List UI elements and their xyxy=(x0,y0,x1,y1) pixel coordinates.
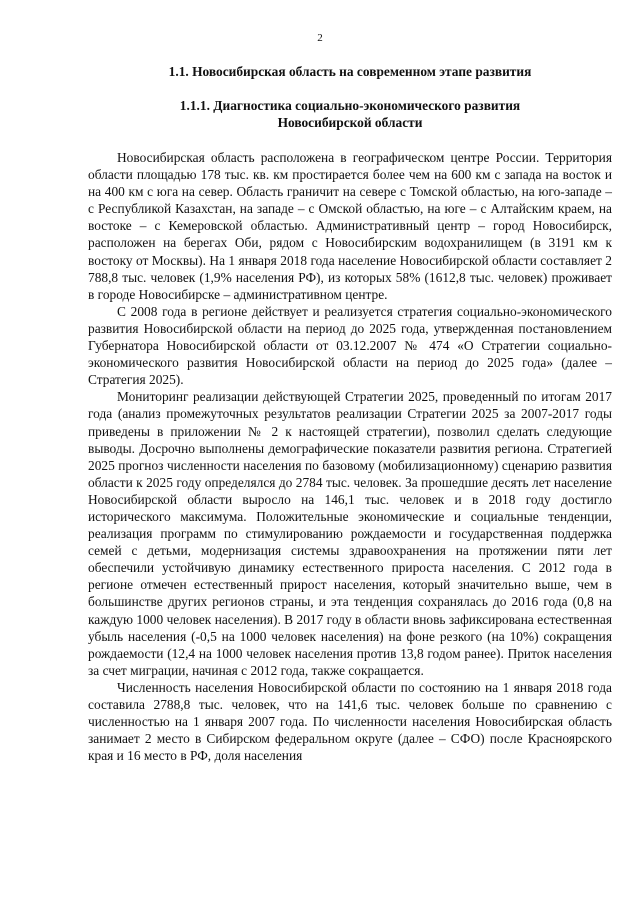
subsection-title-line-2: Новосибирской области xyxy=(277,115,423,130)
paragraph-geography: Новосибирская область расположена в географическом центре России. Территория области площадью 178 тыс. кв. км простирается более чем на 600 км с запада на восток и на 400 км с юга на север. Область граничит на севере с Томской областью, на юго-западе – с Республикой Казахстан, на западе – с Омской областью, на юге – с Алтайским краем, на востоке – с Кемеровской областью. Административный центр – город Новосибирск, расположен на берегах Оби, рядом с Новосибирским водохранилищем (в 3191 км к востоку от Москвы). На 1 января 2018 года население Новосибирской области составляет 2 788,8 тыс. человек (1,9% населения РФ), из которых 58% (1612,8 тыс. человек) проживает в городе Новосибирске – административном центре. xyxy=(88,150,612,302)
body-text xyxy=(88,149,612,764)
subsection-title-line-1: 1.1.1. Диагностика социально-экономического развития xyxy=(179,98,521,113)
subsection-title xyxy=(88,97,612,131)
paragraph-monitoring: Мониторинг реализации действующей Стратегии 2025, проведенный по итогам 2017 года (анализ промежуточных результатов реализации Стратегии 2025 за 2007-2017 годы приведены в приложении № 2 к настоящей стратегии), позволил сделать следующие выводы. Досрочно выполнены демографические показатели развития региона. Стратегией 2025 прогноз численности населения по базовому (мобилизационному) сценарию развития области к 2025 году определялся до 2784 тыс. человек. За прошедшие десять лет население Новосибирской области выросло на 146,1 тыс. человек и в 2018 году достигло исторического максимума. Положительные экономические и социальные тенденции, реализация программ по стимулированию рождаемости и государственная поддержка семей с детьми, модернизация системы здравоохранения на протяжении пяти лет обеспечили устойчивую динамику естественного прироста населения. С 2012 года в регионе отмечен естественный прирост населения, который значительно выше, чем в большинстве других регионов страны, и эта тенденция сохранялась до 2016 года (0,8 на каждую 1000 человек населения). В 2017 году в области вновь зафиксирована естественная убыль населения (-0,5 на 1000 человек населения) на фоне резкого (на 10%) сокращения рождаемости (12,4 на 1000 человек населения против 13,8 годом ранее). Приток населения за счет миграции, начиная с 2012 года, также сокращается. xyxy=(88,389,612,678)
page-number: 2 xyxy=(317,32,323,44)
paragraph-population: Численность населения Новосибирской области по состоянию на 1 января 2018 года составила 2788,8 тыс. человек, что на 141,6 тыс. человек больше по сравнению с численностью на 1 января 2007 года. По численности населения Новосибирская область занимает 2 место в Сибирском федеральном округе (далее – СФО) после Красноярского края и 16 место в РФ, доля населения xyxy=(88,679,612,764)
paragraph-strategy: С 2008 года в регионе действует и реализуется стратегия социально-экономического развития Новосибирской области на период до 2025 года, утвержденная постановлением Губернатора Новосибирской области от 03.12.2007 № 474 «О Стратегии социально-экономического развития Новосибирской области на период до 2025 года» (далее – Стратегия 2025). xyxy=(88,303,612,388)
section-title: 1.1. Новосибирская область на современном этапе развития xyxy=(168,64,532,79)
